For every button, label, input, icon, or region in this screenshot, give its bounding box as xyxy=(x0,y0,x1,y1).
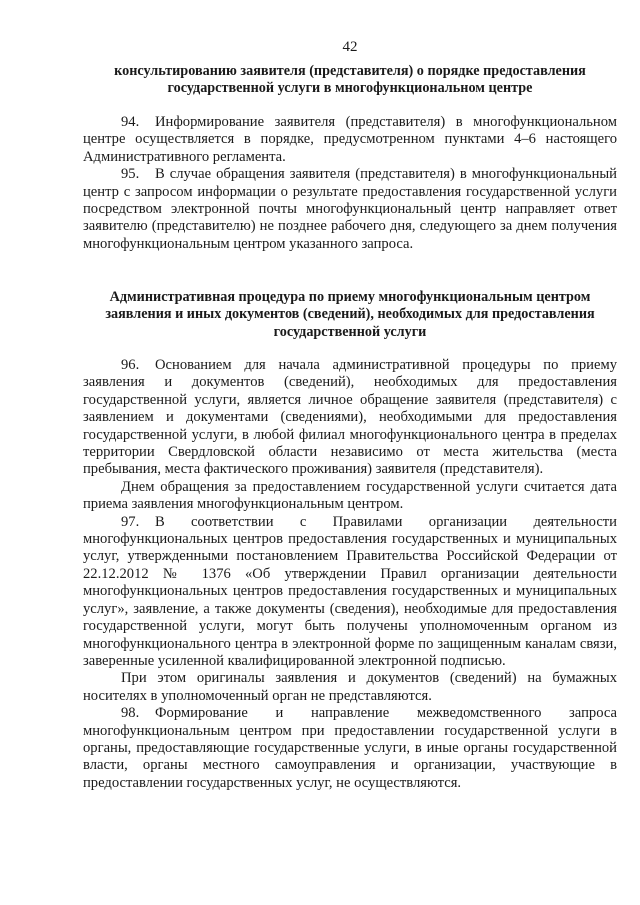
paragraph-98 xyxy=(83,705,617,792)
paragraph-number: 95. xyxy=(121,166,140,183)
paragraph-97 xyxy=(83,514,617,671)
paragraph-group-informing xyxy=(83,114,617,253)
paragraph-text: В соответствии с Правилами организации деятельности многофункциональных центров предоставления государственных и муниципальных услуг, утвержденными постановлением Правительства Российской Федерации от 22.12.2012 № 1376 «Об утверждении Правил организации деятельности многофункциональных центров предоставления государственных и муниципальных услуг», заявление, а также документы (сведения), необходимые для предоставления государственной услуги, могут быть получены уполномоченным органом из многофункционального центра в электронной форме по защищенным каналам связи, заверенные усиленной квалифицированной электронной подписью. xyxy=(83,513,617,669)
paragraph-number: 97. xyxy=(121,513,140,530)
paragraph-text: Формирование и направление межведомственного запроса многофункциональным центром при предоставлении государственной услуги в органы, предоставляющие государственные услуги, в иные органы государственной власти, органы местного самоуправления и организации, участвующие в предоставлении государственных услуг, не осуществляются. xyxy=(83,705,617,791)
section-heading-reception: Административная процедура по приему многофункциональным центром заявления и иных документов (сведений), необходимых для предоставления государственной услуги xyxy=(105,289,595,340)
paragraph-group-reception xyxy=(83,357,617,792)
page-number: 42 xyxy=(342,39,358,55)
paragraph-94 xyxy=(83,114,617,166)
paragraph-number: 94. xyxy=(121,114,140,130)
paragraph-96-continuation: Днем обращения за предоставлением государственной услуги считается дата приема заявления многофункциональным центром. xyxy=(83,478,617,513)
paragraph-96 xyxy=(83,357,617,479)
paragraph-text: Основанием для начала административной процедуры по приему заявления и документов (сведений), необходимых для предоставления государственной услуги, является личное обращение заявителя (представителя) с заявлением и документами (сведениями), необходимыми для предоставления государственной услуги, в любой филиал многофункционального центра в пределах территории Свердловской области независимо от места жительства (места пребывания, места фактического проживания) заявителя (представителя). xyxy=(83,357,617,478)
paragraph-text: В случае обращения заявителя (представителя) в многофункциональный центр с запросом информации о результате предоставления государственной услуги посредством электронной почты многофункциональный центр направляет ответ заявителю (представителю) не позднее рабочего дня, следующего за днем получения многофункциональным центром указанного запроса. xyxy=(83,166,617,252)
paragraph-text: Информирование заявителя (представителя) в многофункциональном центре осуществляется в порядке, предусмотренном пунктами 4–6 настоящего Административного регламента. xyxy=(83,114,617,165)
paragraph-95 xyxy=(83,166,617,253)
section-heading-consultation: консультированию заявителя (представителя) о порядке предоставления государственной услуги в многофункциональном центре xyxy=(114,63,586,97)
paragraph-number: 96. xyxy=(121,357,140,373)
paragraph-number: 98. xyxy=(121,705,140,722)
paragraph-97-continuation: При этом оригиналы заявления и документов (сведений) на бумажных носителях в уполномоченный орган не представляются. xyxy=(83,670,617,704)
